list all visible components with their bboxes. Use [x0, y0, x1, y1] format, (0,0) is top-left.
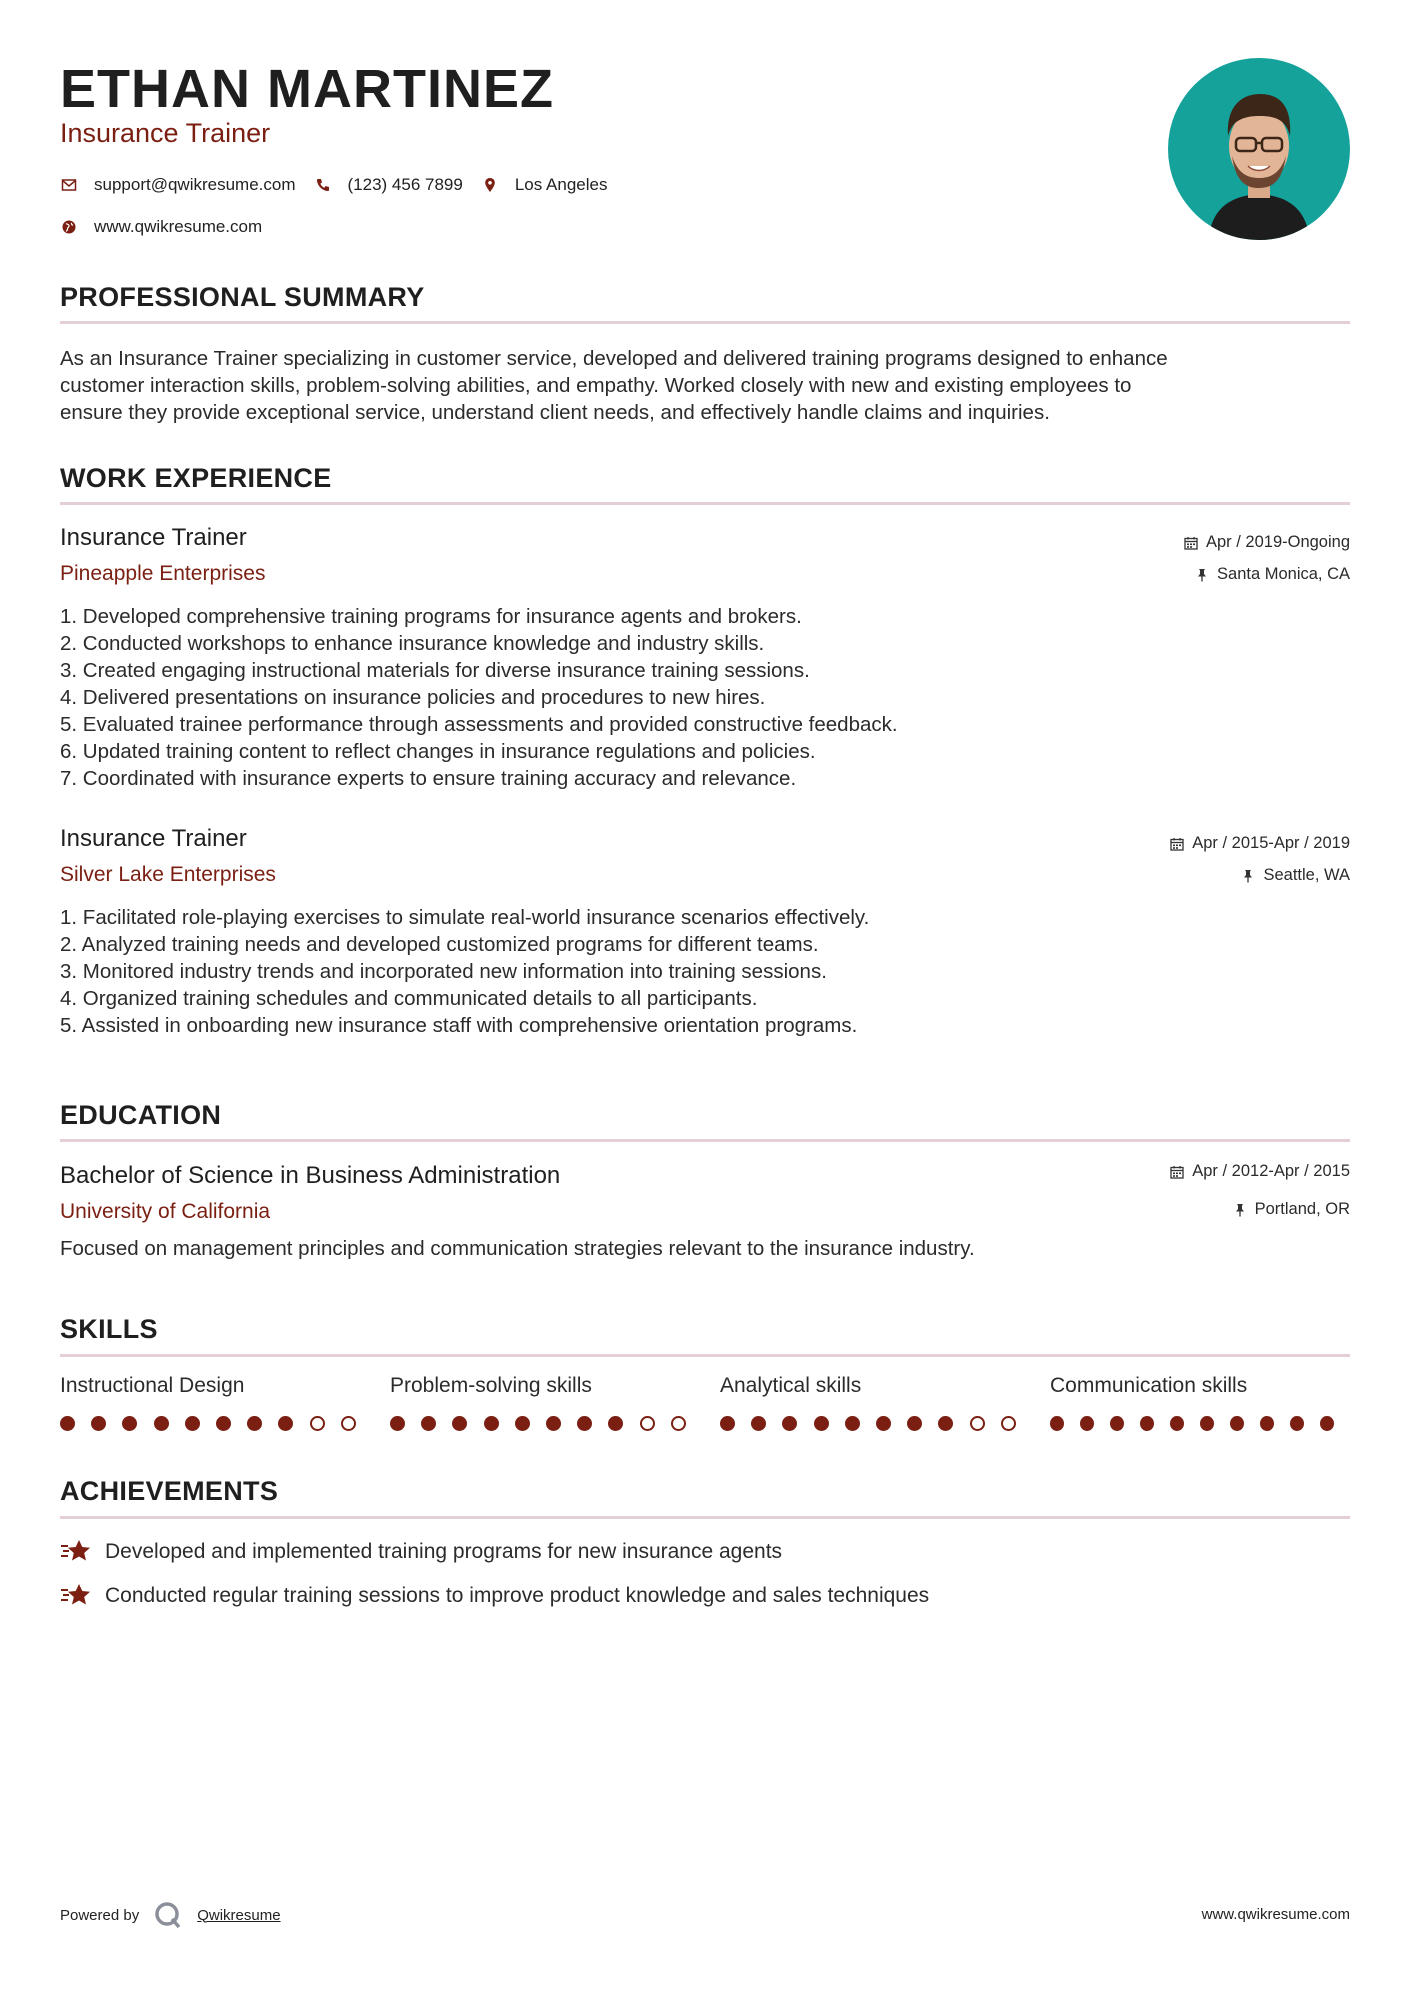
section-divider: [60, 1354, 1350, 1357]
education-location: Portland, OR: [1233, 1200, 1350, 1219]
rating-dot-filled: [1170, 1416, 1184, 1431]
job-title: Insurance Trainer: [60, 524, 247, 551]
rating-dot-filled: [577, 1416, 592, 1431]
rating-dot-filled: [247, 1416, 262, 1431]
skill-name: Instructional Design: [60, 1374, 245, 1397]
skill-rating: [60, 1416, 390, 1431]
calendar-icon: [1184, 536, 1198, 550]
envelope-icon: [60, 176, 78, 194]
rating-dot-empty: [671, 1416, 686, 1431]
calendar-icon: [1170, 837, 1184, 851]
rating-dot-filled: [390, 1416, 405, 1431]
skill-item: [1050, 1374, 1350, 1431]
skill-name: Problem-solving skills: [390, 1374, 592, 1397]
location-pin-icon: [481, 176, 499, 194]
rating-dot-filled: [1290, 1416, 1304, 1431]
footer-powered-by: Powered by Qwikresume: [60, 1900, 281, 1930]
list-item: 5. Evaluated trainee performance through assessments and provided constructive feedback.: [60, 713, 898, 736]
rating-dot-filled: [814, 1416, 829, 1431]
skill-rating: [720, 1416, 1050, 1431]
phone-icon: [314, 176, 332, 194]
education-heading: EDUCATION: [60, 1100, 222, 1130]
section-divider: [60, 502, 1350, 505]
rating-dot-filled: [546, 1416, 561, 1431]
rating-dot-filled: [216, 1416, 231, 1431]
skill-name: Analytical skills: [720, 1374, 862, 1397]
rating-dot-empty: [970, 1416, 985, 1431]
rating-dot-filled: [1320, 1416, 1334, 1431]
list-item: 3. Monitored industry trends and incorporated new information into training sessions.: [60, 960, 827, 983]
rating-dot-filled: [91, 1416, 106, 1431]
education-description: Focused on management principles and communication strategies relevant to the insurance industry.: [60, 1237, 975, 1260]
contact-info: [60, 172, 625, 256]
list-item: 1. Developed comprehensive training programs for insurance agents and brokers.: [60, 605, 802, 628]
rating-dot-filled: [1110, 1416, 1124, 1431]
job-location: Seattle, WA: [1241, 866, 1350, 885]
pushpin-icon: [1195, 568, 1209, 582]
location-text: Los Angeles: [514, 175, 608, 194]
rating-dot-filled: [484, 1416, 499, 1431]
rating-dot-filled: [185, 1416, 200, 1431]
shooting-star-icon: [60, 1581, 92, 1611]
job-company: Silver Lake Enterprises: [60, 863, 276, 886]
degree-title: Bachelor of Science in Business Administration: [60, 1162, 561, 1189]
rating-dot-filled: [845, 1416, 860, 1431]
rating-dot-filled: [751, 1416, 766, 1431]
rating-dot-empty: [1001, 1416, 1016, 1431]
skills-list: [60, 1374, 1350, 1431]
rating-dot-filled: [782, 1416, 797, 1431]
rating-dot-filled: [1200, 1416, 1214, 1431]
rating-dot-filled: [515, 1416, 530, 1431]
section-divider: [60, 321, 1350, 324]
rating-dot-filled: [154, 1416, 169, 1431]
rating-dot-empty: [310, 1416, 325, 1431]
pushpin-icon: [1233, 1203, 1247, 1217]
list-item: 4. Delivered presentations on insurance policies and procedures to new hires.: [60, 686, 766, 709]
experience-heading: WORK EXPERIENCE: [60, 463, 332, 493]
candidate-title: Insurance Trainer: [60, 118, 271, 148]
section-divider: [60, 1139, 1350, 1142]
rating-dot-filled: [60, 1416, 75, 1431]
avatar: [1168, 58, 1350, 240]
resume-page: [60, 0, 1350, 1990]
pushpin-icon: [1241, 869, 1255, 883]
list-item: 2. Analyzed training needs and developed customized programs for different teams.: [60, 933, 819, 956]
phone-text[interactable]: (123) 456 7899: [347, 175, 463, 194]
rating-dot-filled: [1080, 1416, 1094, 1431]
job-dates: Apr / 2019-Ongoing: [1184, 533, 1350, 552]
skills-heading: SKILLS: [60, 1314, 158, 1344]
job-company: Pineapple Enterprises: [60, 562, 266, 585]
section-divider: [60, 1516, 1350, 1519]
rating-dot-filled: [1260, 1416, 1274, 1431]
skill-item: [720, 1374, 1050, 1431]
list-item: 1. Facilitated role-playing exercises to simulate real-world insurance scenarios effectively.: [60, 906, 870, 929]
list-item: 3. Created engaging instructional materials for diverse insurance training sessions.: [60, 659, 810, 682]
achievement-item: Conducted regular training sessions to improve product knowledge and sales techniques: [60, 1581, 929, 1611]
education-dates: Apr / 2012-Apr / 2015: [1170, 1162, 1350, 1181]
rating-dot-empty: [640, 1416, 655, 1431]
rating-dot-filled: [278, 1416, 293, 1431]
school-name: University of California: [60, 1200, 271, 1223]
rating-dot-filled: [452, 1416, 467, 1431]
rating-dot-filled: [907, 1416, 922, 1431]
rating-dot-filled: [876, 1416, 891, 1431]
job-dates: Apr / 2015-Apr / 2019: [1170, 834, 1350, 853]
skill-name: Communication skills: [1050, 1374, 1248, 1397]
globe-icon: [60, 218, 78, 236]
rating-dot-filled: [122, 1416, 137, 1431]
achievements-heading: ACHIEVEMENTS: [60, 1476, 279, 1506]
list-item: 6. Updated training content to reflect changes in insurance regulations and policies.: [60, 740, 816, 763]
calendar-icon: [1170, 1165, 1184, 1179]
rating-dot-filled: [1050, 1416, 1064, 1431]
job-bullets: [60, 603, 898, 792]
summary-text: As an Insurance Trainer specializing in customer service, developed and delivered training programs designed to enhance customer interaction skills, problem-solving abilities, and empathy. Worked closely with new and existing employees to ensure they provide exceptional service, understand client needs, and effectively handle claims and inquiries.: [60, 347, 1168, 424]
rating-dot-filled: [608, 1416, 623, 1431]
achievement-item: Developed and implemented training programs for new insurance agents: [60, 1537, 782, 1567]
candidate-name: ETHAN MARTINEZ: [60, 59, 554, 119]
skill-rating: [1050, 1416, 1350, 1431]
list-item: 7. Coordinated with insurance experts to ensure training accuracy and relevance.: [60, 767, 797, 790]
summary-heading: PROFESSIONAL SUMMARY: [60, 282, 425, 312]
job-bullets: [60, 904, 869, 1039]
skill-rating: [390, 1416, 720, 1431]
rating-dot-filled: [421, 1416, 436, 1431]
website-text[interactable]: www.qwikresume.com: [94, 217, 263, 236]
list-item: 5. Assisted in onboarding new insurance staff with comprehensive orientation programs.: [60, 1014, 858, 1037]
rating-dot-filled: [1230, 1416, 1244, 1431]
email-text[interactable]: support@qwikresume.com: [94, 175, 296, 194]
job-location: Santa Monica, CA: [1195, 565, 1350, 584]
rating-dot-empty: [341, 1416, 356, 1431]
list-item: 4. Organized training schedules and communicated details to all participants.: [60, 987, 758, 1010]
skill-item: [60, 1374, 390, 1431]
rating-dot-filled: [720, 1416, 735, 1431]
skill-item: [390, 1374, 720, 1431]
qwikresume-link[interactable]: Qwikresume: [197, 1906, 281, 1924]
rating-dot-filled: [1140, 1416, 1154, 1431]
qwikresume-logo-icon: [153, 1900, 183, 1930]
footer-website[interactable]: www.qwikresume.com: [1201, 1906, 1350, 1923]
list-item: 2. Conducted workshops to enhance insurance knowledge and industry skills.: [60, 632, 765, 655]
rating-dot-filled: [938, 1416, 953, 1431]
job-title: Insurance Trainer: [60, 825, 247, 852]
shooting-star-icon: [60, 1537, 92, 1567]
